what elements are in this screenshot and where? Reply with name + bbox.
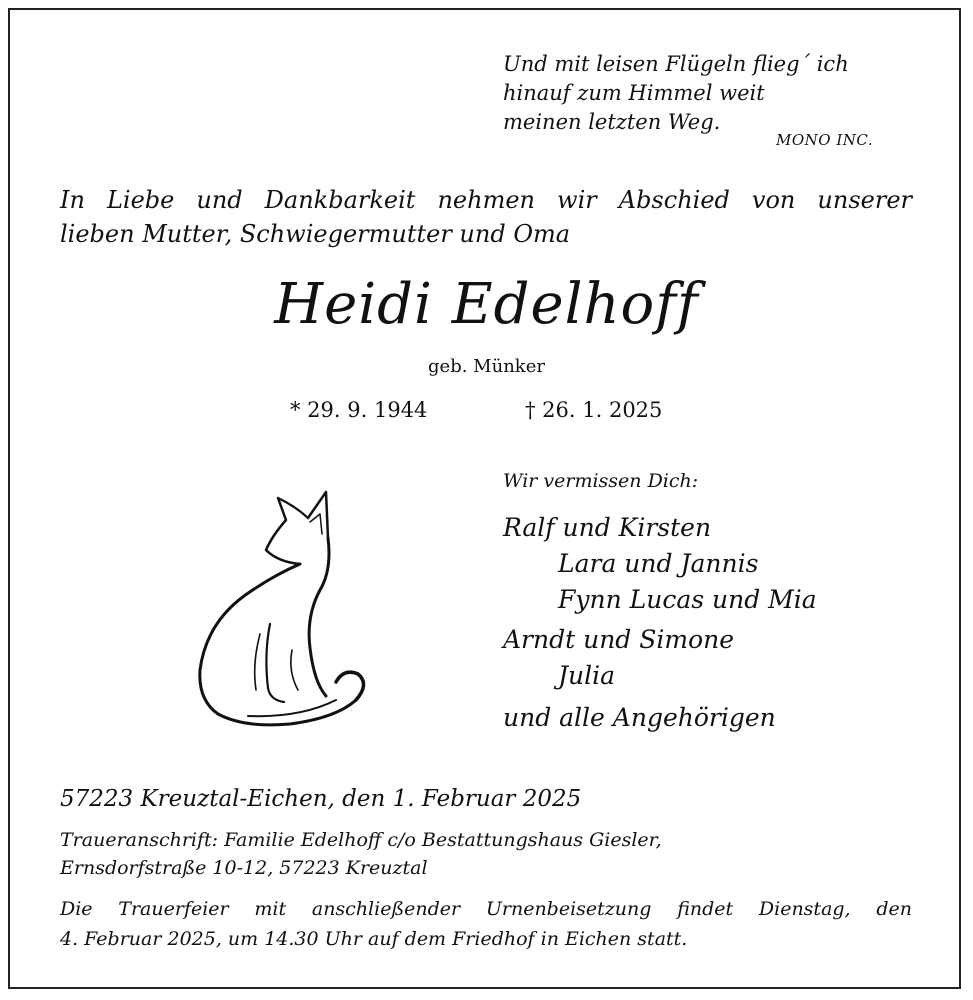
maiden-name-text: geb. Münker	[428, 356, 545, 377]
mourner-line: Arndt und Simone	[503, 625, 735, 654]
mourner-line: Fynn Lucas und Mia	[558, 585, 817, 614]
maiden-name	[0, 356, 973, 377]
mourners-list	[503, 510, 817, 736]
mourner-line: Ralf und Kirsten	[503, 513, 712, 542]
quote-author: MONO INC.	[776, 131, 874, 149]
deceased-name: Heidi Edelhoff	[274, 272, 699, 337]
quote-block	[503, 50, 849, 137]
place-date: 57223 Kreuztal-Eichen, den 1. Februar 2025	[60, 786, 582, 812]
mourning-address	[60, 826, 662, 882]
mourner-line: und alle Angehörigen	[503, 703, 776, 732]
ceremony-info	[60, 894, 912, 954]
intro-text	[60, 183, 912, 251]
cat-line-drawing-icon	[160, 478, 388, 728]
intro-line-1: In Liebe und Dankbarkeit nehmen wir Abschied von unserer	[60, 186, 912, 214]
quote-line-2: hinauf zum Himmel weit	[503, 81, 765, 105]
address-line-2: Ernsdorfstraße 10-12, 57223 Kreuztal	[60, 857, 428, 879]
mourners-heading: Wir vermissen Dich:	[503, 470, 699, 492]
quote-line-1: Und mit leisen Flügeln flieg´ ich	[503, 52, 849, 76]
quote-line-3: meinen letzten Weg.	[503, 110, 721, 134]
intro-line-2: lieben Mutter, Schwiegermutter und Oma	[60, 220, 571, 248]
birth-date: * 29. 9. 1944	[290, 398, 428, 422]
mourner-line: Lara und Jannis	[558, 549, 759, 578]
ceremony-line-1: Die Trauerfeier mit anschließender Urnenbeisetzung findet Dienstag, den	[60, 898, 912, 920]
mourner-line: Julia	[558, 661, 616, 690]
death-date: † 26. 1. 2025	[525, 398, 663, 422]
ceremony-line-2: 4. Februar 2025, um 14.30 Uhr auf dem Friedhof in Eichen statt.	[60, 928, 688, 950]
address-line-1: Traueranschrift: Familie Edelhoff c/o Bestattungshaus Giesler,	[60, 829, 662, 851]
